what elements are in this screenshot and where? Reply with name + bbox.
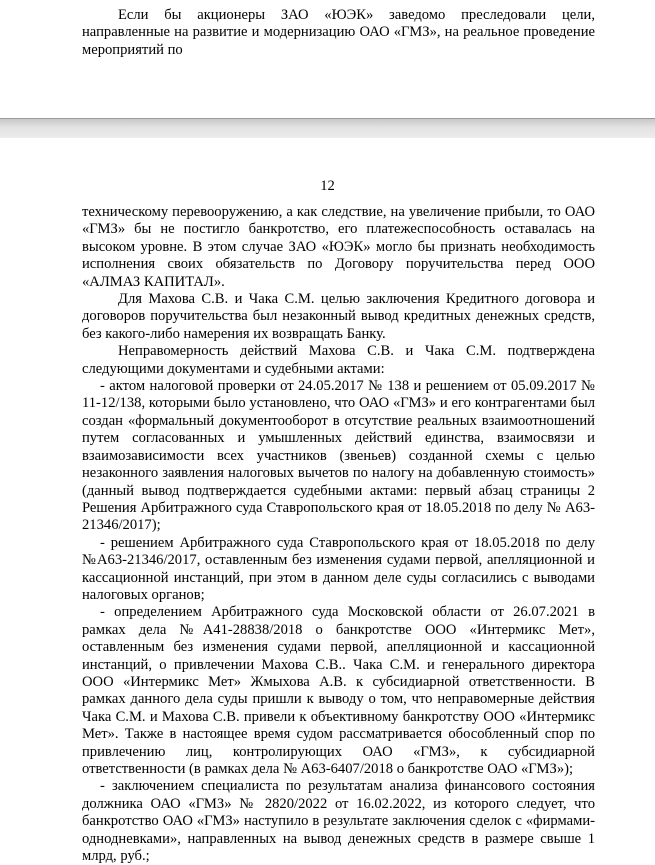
clipped-text-glyphs (95, 0, 295, 2)
previous-page-text (82, 7, 595, 59)
page-number: 12 (320, 178, 335, 194)
paragraph-3: Неправомерность действий Махова С.В. и Чака С.М. подтверждена следующими документами и судебными актами: (82, 343, 595, 377)
paragraph-2: Для Махова С.В. и Чака С.М. целью заключения Кредитного договора и договоров поручительства был незаконный вывод кредитных денежных средств, без какого-либо намерения их возвращать Банку. (82, 291, 595, 342)
list-item-3: - определением Арбитражного суда Московской области от 26.07.2021 в рамках дела №А41-28838/2018 о банкротстве ООО «Интермикс Мет», оставленным без изменения судами первой, апелляционной и кассационной инстанций, о привлечении Махова С.В.. Чака С.М. и генерального директора ООО «Интермикс Мет» Жмыхова А.В. к субсидиарной ответственности. В рамках данного дела суды пришли к выводу о том, что неправомерные действия Чака С.М. и Махова С.В. привели к объективному банкротству ООО «Интермикс Мет». Также в настоящее время судом рассматривается обособленный спор по привлечению лиц, контролирующих ОАО «ГМЗ», к субсидиарной ответственности (в рамках дела № А63-6407/2018 о банкротстве ОАО «ГМЗ»); (82, 604, 595, 777)
paragraph-top: Если бы акционеры ЗАО «ЮЭК» заведомо преследовали цели, направленные на развитие и модернизацию ОАО «ГМЗ», на реальное проведение мероприятий по (82, 7, 595, 58)
paragraph-1: техническому перевооружению, а как следствие, на увеличение прибыли, то ОАО «ГМЗ» бы не постигло банкротство, его платежеспособность оставалась на высоком уровне. В этом случае ЗАО «ЮЭК» могло бы признать необходимость исполнения своих обязательств по Договору поручительства перед ООО «АЛМАЗ КАПИТАЛ». (82, 204, 595, 290)
page-separator (0, 118, 655, 139)
current-page-text (82, 204, 595, 865)
list-item-4: - заключением специалиста по результатам анализа финансового состояния должника ОАО «ГМЗ» № 2820/2022 от 16.02.2022, из которого следует, что банкротство ОАО «ГМЗ» наступило в результате заключения сделок с «фирмами-однодневками», направленных на вывод денежных средств в размере свыше 1 млрд, руб.; (82, 778, 595, 865)
previous-page (0, 0, 655, 118)
list-item-1: - актом налоговой проверки от 24.05.2017 № 138 и решением от 05.09.2017 № 11-12/138, которыми было установлено, что ОАО «ГМЗ» и его контрагентами был создан «формальный документооборот в отсутствие реальных взаимоотношений путем согласованных и умышленных действий единства, взаимосвязи и взаимозависимости всех участников (звеньев) созданной схемы с целью незаконного заявления налоговых вычетов по налогу на добавленную стоимость» (данный вывод подтверждается судебными актами: первый абзац страницы 2 Решения Арбитражного суда Ставропольского края от 18.05.2018 по делу № А63-21346/2017); (82, 378, 595, 534)
clipped-line-fragment (95, 0, 295, 2)
list-item-2: - решением Арбитражного суда Ставропольского края от 18.05.2018 по делу №А63-21346/2017, оставленным без изменения судами первой, апелляционной и кассационной инстанций, при этом в данном деле суды согласились с выводами налоговых органов; (82, 534, 595, 603)
